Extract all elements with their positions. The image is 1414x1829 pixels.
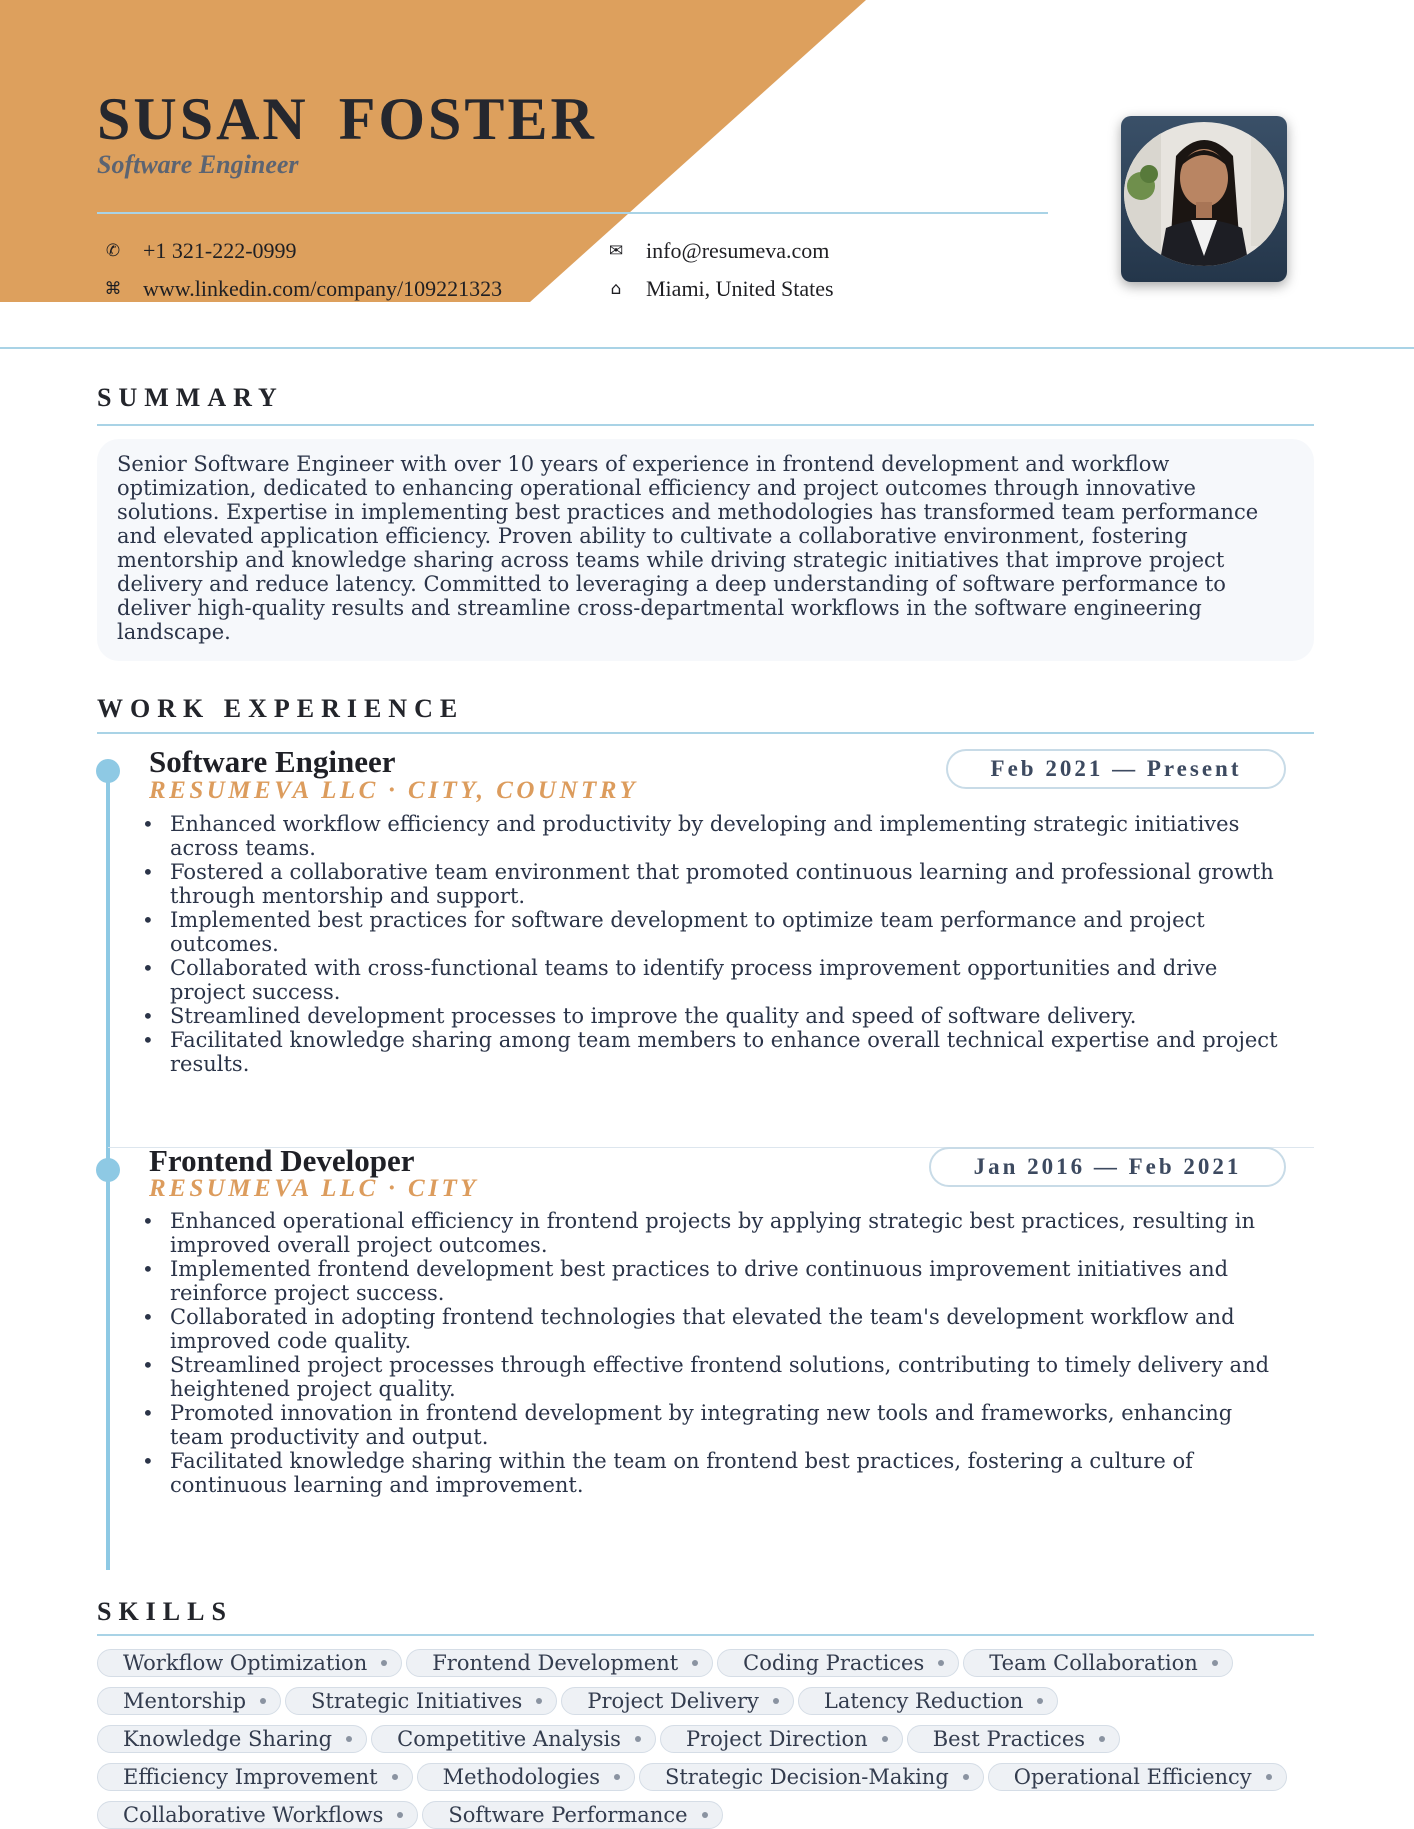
list-item: • Streamlined development processes to improve the quality and speed of software delivery. bbox=[140, 1004, 1290, 1028]
skill-chip bbox=[285, 1687, 557, 1715]
skill-label: Latency Reduction bbox=[823, 1689, 1024, 1713]
skill-separator-dot bbox=[260, 1698, 266, 1704]
job-company: RESUMEVA LLC · CITY bbox=[149, 1175, 479, 1202]
contact-phone-text: +1 321-222-0999 bbox=[143, 238, 297, 263]
skill-chip bbox=[97, 1687, 281, 1715]
skill-chip bbox=[97, 1725, 367, 1753]
contact-location bbox=[604, 276, 834, 302]
list-item: • Promoted innovation in frontend development by integrating new tools and frameworks, enhancing team productivity and output. bbox=[140, 1401, 1290, 1449]
list-item: • Facilitated knowledge sharing within the team on frontend best practices, fostering a culture of continuous learning and improvement. bbox=[140, 1449, 1290, 1497]
skill-separator-dot bbox=[346, 1736, 352, 1742]
candidate-title: Software Engineer bbox=[97, 150, 299, 179]
skill-label: Coding Practices bbox=[743, 1651, 925, 1675]
list-item: • Fostered a collaborative team environment that promoted continuous learning and professional growth through mentorship and support. bbox=[140, 860, 1290, 908]
contact-email-text: info@resumeva.com bbox=[646, 238, 830, 263]
list-item: • Streamlined project processes through effective frontend solutions, contributing to timely delivery and heightened project quality. bbox=[140, 1353, 1290, 1401]
job-bullets bbox=[140, 1209, 1290, 1497]
timeline-dot bbox=[96, 759, 120, 783]
summary-text: Senior Software Engineer with over 10 years of experience in frontend development and workflow optimization, dedicated to enhancing operational efficiency and project outcomes through innovative solutions. Expertise in implementing best practices and methodologies has transformed team performance and elevated application efficiency. Proven ability to cultivate a collaborative environment, fostering mentorship and knowledge sharing across teams while driving strategic initiatives that improve project delivery and reduce latency. Committed to leveraging a deep understanding of software performance to deliver high-quality results and streamline cross-departmental workflows in the software engineering landscape. bbox=[97, 439, 1314, 661]
list-item: • Collaborated with cross-functional teams to identify process improvement opportunities and drive project success. bbox=[140, 956, 1290, 1004]
contact-linkedin[interactable] bbox=[101, 276, 502, 302]
skill-separator-dot bbox=[635, 1736, 641, 1742]
skill-label: Mentorship bbox=[123, 1689, 247, 1713]
skill-label: Strategic Initiatives bbox=[311, 1689, 523, 1713]
skill-separator-dot bbox=[882, 1736, 888, 1742]
skill-chip bbox=[371, 1725, 656, 1753]
skill-separator-dot bbox=[381, 1660, 387, 1666]
header-bottom-rule bbox=[0, 347, 1414, 349]
summary-heading: SUMMARY bbox=[97, 383, 284, 412]
skill-chip bbox=[660, 1725, 903, 1753]
skill-separator-dot bbox=[963, 1774, 969, 1780]
contact-email[interactable] bbox=[604, 238, 829, 264]
skill-separator-dot bbox=[1266, 1774, 1272, 1780]
skill-separator-dot bbox=[1037, 1698, 1043, 1704]
skill-separator-dot bbox=[392, 1774, 398, 1780]
skill-chip bbox=[561, 1687, 794, 1715]
list-item: • Enhanced operational efficiency in frontend projects by applying strategic best practices, resulting in improved overall project outcomes. bbox=[140, 1209, 1290, 1257]
skill-label: Workflow Optimization bbox=[123, 1651, 368, 1675]
skill-label: Operational Efficiency bbox=[1013, 1765, 1252, 1789]
contact-location-text: Miami, United States bbox=[646, 276, 834, 301]
skill-label: Project Delivery bbox=[587, 1689, 759, 1713]
skill-label: Competitive Analysis bbox=[397, 1727, 621, 1751]
skill-chip bbox=[406, 1649, 713, 1677]
skill-chip bbox=[717, 1649, 959, 1677]
skills-rule bbox=[97, 1634, 1314, 1636]
skill-label: Frontend Development bbox=[432, 1651, 679, 1675]
skill-chip bbox=[639, 1763, 984, 1791]
job-title: Software Engineer bbox=[149, 744, 396, 779]
skill-separator-dot bbox=[1212, 1660, 1218, 1666]
skill-label: Collaborative Workflows bbox=[123, 1803, 384, 1827]
job-company: RESUMEVA LLC · CITY, COUNTRY bbox=[149, 777, 639, 804]
skill-chip bbox=[417, 1763, 635, 1791]
job-bullets bbox=[140, 812, 1290, 1076]
skill-separator-dot bbox=[938, 1660, 944, 1666]
skills-heading: SKILLS bbox=[97, 1597, 233, 1626]
skills-list bbox=[97, 1649, 1327, 1829]
command-icon: ⌘ bbox=[104, 279, 122, 299]
candidate-name: SUSAN FOSTER bbox=[97, 86, 597, 152]
skill-separator-dot bbox=[702, 1812, 708, 1818]
skill-chip bbox=[97, 1649, 402, 1677]
skill-chip bbox=[97, 1763, 413, 1791]
skill-label: Team Collaboration bbox=[989, 1651, 1198, 1675]
skill-chip bbox=[97, 1801, 418, 1829]
experience-rule bbox=[97, 732, 1314, 734]
job-title: Frontend Developer bbox=[149, 1143, 415, 1178]
experience-heading: WORK EXPERIENCE bbox=[97, 694, 465, 723]
avatar bbox=[1121, 116, 1287, 282]
list-item: • Implemented best practices for software development to optimize team performance and project outcomes. bbox=[140, 908, 1290, 956]
skill-chip bbox=[907, 1725, 1120, 1753]
list-item: • Collaborated in adopting frontend technologies that elevated the team's development workflow and improved code quality. bbox=[140, 1305, 1290, 1353]
skill-label: Methodologies bbox=[442, 1765, 600, 1789]
skill-separator-dot bbox=[692, 1660, 698, 1666]
skill-label: Project Direction bbox=[685, 1727, 868, 1751]
skill-label: Knowledge Sharing bbox=[123, 1727, 333, 1751]
list-item: • Facilitated knowledge sharing among team members to enhance overall technical expertise and project results. bbox=[140, 1028, 1290, 1076]
phone-icon: ✆ bbox=[105, 241, 121, 261]
skill-label: Software Performance bbox=[448, 1803, 688, 1827]
skill-label: Strategic Decision-Making bbox=[664, 1765, 949, 1789]
skill-label: Efficiency Improvement bbox=[123, 1765, 378, 1789]
profile-photo bbox=[1121, 116, 1287, 282]
skill-separator-dot bbox=[614, 1774, 620, 1780]
skill-chip bbox=[988, 1763, 1287, 1791]
skill-separator-dot bbox=[536, 1698, 542, 1704]
header-divider bbox=[97, 212, 1048, 214]
skill-chip bbox=[422, 1801, 722, 1829]
skill-chip bbox=[798, 1687, 1058, 1715]
skill-chip bbox=[963, 1649, 1233, 1677]
skill-label: Best Practices bbox=[932, 1727, 1086, 1751]
job-dates: Feb 2021 — Present bbox=[946, 749, 1286, 789]
list-item: • Enhanced workflow efficiency and productivity by developing and implementing strategic initiatives across teams. bbox=[140, 812, 1290, 860]
skill-separator-dot bbox=[1099, 1736, 1105, 1742]
contact-phone[interactable] bbox=[101, 238, 297, 264]
list-item: • Implemented frontend development best practices to drive continuous improvement initiatives and reinforce project success. bbox=[140, 1257, 1290, 1305]
job-dates: Jan 2016 — Feb 2021 bbox=[929, 1147, 1286, 1187]
skill-separator-dot bbox=[773, 1698, 779, 1704]
skill-separator-dot bbox=[397, 1812, 403, 1818]
home-icon: ⌂ bbox=[610, 279, 622, 299]
contact-linkedin-text: www.linkedin.com/company/109221323 bbox=[143, 276, 503, 301]
timeline-dot bbox=[96, 1158, 120, 1182]
summary-rule bbox=[97, 424, 1314, 426]
envelope-icon: ✉ bbox=[608, 241, 624, 261]
